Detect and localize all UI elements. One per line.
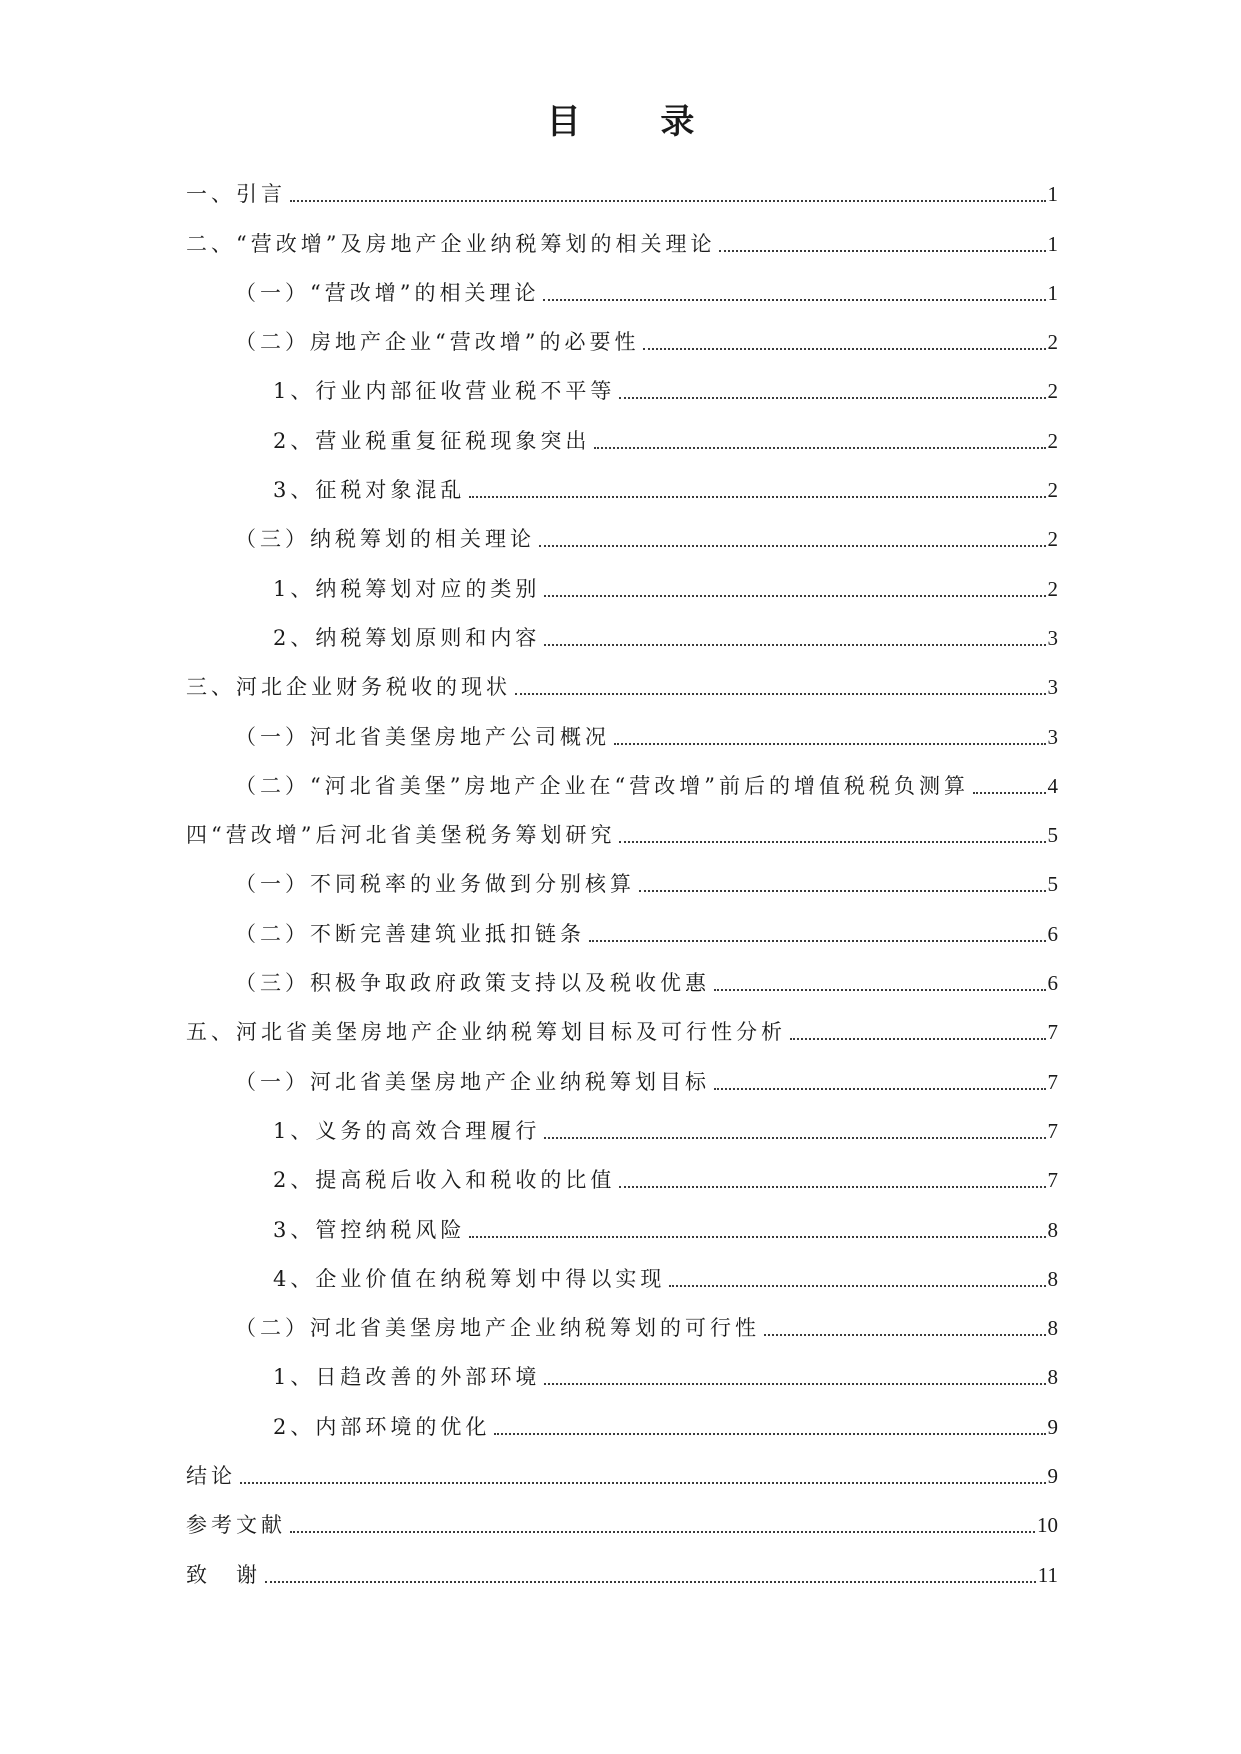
page-title: 目 录: [546, 102, 729, 142]
toc-entry[interactable]: [186, 207, 1058, 256]
toc-entry-page-number: 2: [1047, 576, 1058, 601]
toc-entry[interactable]: [186, 1045, 1058, 1094]
toc-entry[interactable]: [186, 355, 1058, 404]
toc-entry-page-number: 2: [1047, 428, 1058, 453]
toc-entry-page-number: 6: [1047, 921, 1058, 946]
toc-entry[interactable]: [186, 1292, 1058, 1341]
toc-entry[interactable]: [186, 257, 1058, 306]
toc-entry[interactable]: [186, 158, 1058, 207]
toc-entry-page-number: 2: [1047, 330, 1058, 355]
dot-leader: [594, 447, 1045, 449]
toc-entry-label: 1、纳税筹划对应的类别: [273, 576, 541, 601]
dot-leader: [614, 743, 1046, 745]
toc-entry[interactable]: [186, 996, 1058, 1045]
toc-entry[interactable]: [186, 848, 1058, 897]
toc-entry[interactable]: [186, 306, 1058, 355]
toc-entry-page-number: 7: [1047, 1069, 1058, 1094]
toc-entry[interactable]: [186, 651, 1058, 700]
toc-entry-page-number: 1: [1047, 182, 1058, 207]
toc-entry-page-number: 8: [1047, 1316, 1058, 1341]
toc-entry-label: 3、管控纳税风险: [273, 1217, 466, 1242]
toc-entry-label: （二）不断完善建筑业抵扣链条: [235, 921, 585, 946]
toc-entry-label: 3、征税对象混乱: [273, 478, 466, 503]
toc-entry-label: 二、“营改增”及房地产企业纳税筹划的相关理论: [186, 231, 716, 256]
toc-entry-label: 致 谢: [186, 1562, 261, 1587]
dot-leader: [619, 1186, 1045, 1188]
toc-entry-page-number: 2: [1047, 379, 1058, 404]
toc-entry-page-number: 1: [1047, 280, 1058, 305]
toc-entry[interactable]: [186, 1193, 1058, 1242]
toc-entry-label: 结论: [186, 1464, 236, 1489]
toc-entry[interactable]: [186, 1538, 1058, 1587]
dot-leader: [764, 1334, 1046, 1336]
toc-entry-label: 参考文献: [186, 1513, 286, 1538]
toc-entry-page-number: 5: [1047, 823, 1058, 848]
toc-entry-page-number: 8: [1047, 1217, 1058, 1242]
dot-leader: [544, 1383, 1045, 1385]
toc-entry[interactable]: [186, 552, 1058, 601]
toc-entry-page-number: 3: [1047, 625, 1058, 650]
dot-leader: [265, 1581, 1036, 1583]
toc-entry-page-number: 3: [1047, 724, 1058, 749]
toc-entry-page-number: 6: [1047, 971, 1058, 996]
toc-entry[interactable]: [186, 1390, 1058, 1439]
toc-entry-page-number: 10: [1037, 1513, 1058, 1538]
toc-entry[interactable]: [186, 404, 1058, 453]
toc-entry-label: 1、日趋改善的外部环境: [273, 1365, 541, 1390]
dot-leader: [714, 989, 1046, 991]
toc-entry-page-number: 7: [1047, 1168, 1058, 1193]
toc-entry-page-number: 8: [1047, 1266, 1058, 1291]
dot-leader: [619, 841, 1045, 843]
dot-leader: [639, 890, 1046, 892]
toc-list: [186, 158, 1058, 1588]
toc-entry-label: 2、提高税后收入和税收的比值: [273, 1168, 616, 1193]
toc-entry[interactable]: [186, 750, 1058, 799]
toc-entry[interactable]: [186, 503, 1058, 552]
toc-entry-label: 2、纳税筹划原则和内容: [273, 625, 541, 650]
dot-leader: [714, 1088, 1046, 1090]
dot-leader: [544, 595, 1045, 597]
toc-entry-page-number: 9: [1047, 1414, 1058, 1439]
toc-entry[interactable]: [186, 602, 1058, 651]
toc-entry[interactable]: [186, 1341, 1058, 1390]
dot-leader: [973, 792, 1046, 794]
toc-entry-page-number: 2: [1047, 527, 1058, 552]
toc-entry-page-number: 8: [1047, 1365, 1058, 1390]
toc-entry-page-number: 5: [1047, 872, 1058, 897]
dot-leader: [515, 693, 1046, 695]
dot-leader: [544, 1137, 1045, 1139]
dot-leader: [469, 1236, 1045, 1238]
toc-entry-label: （一）河北省美堡房地产公司概况: [235, 724, 610, 749]
toc-entry-page-number: 3: [1047, 675, 1058, 700]
toc-entry-label: （三）纳税筹划的相关理论: [235, 527, 535, 552]
dot-leader: [669, 1285, 1045, 1287]
toc-entry-label: 4、企业价值在纳税筹划中得以实现: [273, 1266, 666, 1291]
dot-leader: [544, 644, 1045, 646]
dot-leader: [790, 1038, 1046, 1040]
toc-entry-label: 三、河北企业财务税收的现状: [186, 675, 511, 700]
toc-entry[interactable]: [186, 799, 1058, 848]
toc-entry-label: 2、营业税重复征税现象突出: [273, 428, 591, 453]
toc-entry-page-number: 7: [1047, 1020, 1058, 1045]
toc-entry-page-number: 7: [1047, 1118, 1058, 1143]
toc-entry[interactable]: [186, 700, 1058, 749]
dot-leader: [543, 299, 1045, 301]
toc-entry[interactable]: [186, 1144, 1058, 1193]
toc-entry-label: 1、义务的高效合理履行: [273, 1118, 541, 1143]
toc-entry-label: 2、内部环境的优化: [273, 1414, 491, 1439]
toc-entry[interactable]: [186, 897, 1058, 946]
toc-entry[interactable]: [186, 1489, 1058, 1538]
dot-leader: [494, 1433, 1045, 1435]
toc-entry-page-number: 1: [1047, 231, 1058, 256]
toc-entry-label: （一）河北省美堡房地产企业纳税筹划目标: [235, 1069, 710, 1094]
toc-entry[interactable]: [186, 1440, 1058, 1489]
dot-leader: [469, 496, 1045, 498]
toc-entry-label: （三）积极争取政府政策支持以及税收优惠: [235, 971, 710, 996]
toc-entry-label: 四“营改增”后河北省美堡税务筹划研究: [186, 823, 616, 848]
dot-leader: [719, 250, 1045, 252]
toc-entry[interactable]: [186, 454, 1058, 503]
toc-entry-label: （二）河北省美堡房地产企业纳税筹划的可行性: [235, 1316, 760, 1341]
toc-entry-page-number: 2: [1047, 478, 1058, 503]
dot-leader: [539, 545, 1046, 547]
dot-leader: [290, 1531, 1035, 1533]
toc-entry-page-number: 9: [1047, 1464, 1058, 1489]
dot-leader: [643, 348, 1045, 350]
toc-entry-label: 一、引言: [186, 182, 286, 207]
dot-leader: [290, 200, 1046, 202]
toc-entry[interactable]: [186, 1095, 1058, 1144]
toc-entry-label: 1、行业内部征收营业税不平等: [273, 379, 616, 404]
toc-entry-page-number: 11: [1037, 1562, 1058, 1587]
toc-entry-label: （一）不同税率的业务做到分别核算: [235, 872, 635, 897]
toc-entry-label: （一）“营改增”的相关理论: [235, 280, 540, 305]
toc-entry-page-number: 4: [1047, 773, 1058, 798]
toc-entry-label: （二）房地产企业“营改增”的必要性: [235, 330, 640, 355]
dot-leader: [240, 1482, 1046, 1484]
dot-leader: [589, 940, 1046, 942]
toc-entry[interactable]: [186, 1243, 1058, 1292]
toc-entry-label: 五、河北省美堡房地产企业纳税筹划目标及可行性分析: [186, 1020, 786, 1045]
dot-leader: [619, 397, 1045, 399]
toc-entry[interactable]: [186, 947, 1058, 996]
toc-entry-label: （二）“河北省美堡”房地产企业在“营改增”前后的增值税税负测算: [235, 773, 969, 798]
